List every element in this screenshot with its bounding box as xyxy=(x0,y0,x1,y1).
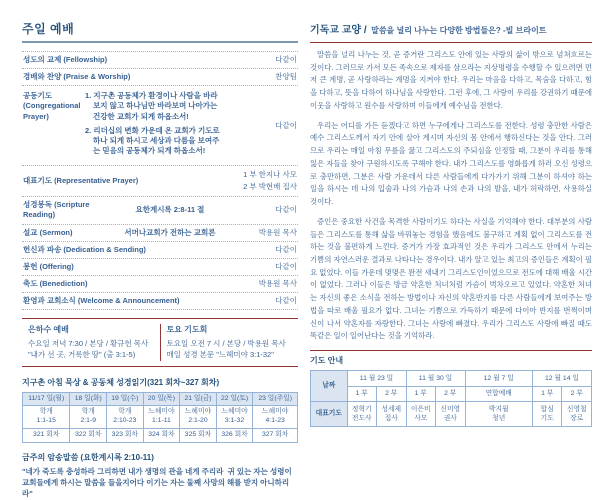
part-cell: 1 부 xyxy=(406,386,436,402)
row-performer: 다같이 xyxy=(275,244,297,254)
part-cell: 2 부 xyxy=(377,386,407,402)
round-cell: 326 회차 xyxy=(216,429,253,443)
day-header: 19 일(수) xyxy=(107,392,144,406)
row-performer: 다같이 xyxy=(275,55,297,64)
essay-body xyxy=(310,49,592,343)
saturday-prayer-info: 토요일 오전 7 시 / 본당 / 박용원 목사 xyxy=(166,339,286,349)
row-label: 설교 (Sermon) xyxy=(23,227,73,237)
round-cell: 321 회차 xyxy=(23,429,70,443)
saturday-prayer-title: 토요 기도회 xyxy=(166,325,208,335)
reading-plan-title: 지구촌 아침 묵상 & 공동체 성경읽기(321 회차~327 회차) xyxy=(22,377,220,387)
row-performer: 다같이 xyxy=(275,296,297,305)
reading-passages-row xyxy=(23,406,298,429)
worship-row-sermon xyxy=(22,225,298,242)
saturday-prayer-passage: 매일 성경 본문 "느헤미야 3:1-32" xyxy=(166,350,274,360)
row-label: 환영과 교회소식 (Welcome & Announcement) xyxy=(23,296,180,305)
round-cell: 327 회차 xyxy=(253,429,298,443)
prayer-items xyxy=(85,91,225,160)
galaxy-service-title: 은하수 예배 xyxy=(28,325,69,335)
worship-row-congregational-prayer xyxy=(22,86,298,166)
sermon-title: 서머나교회가 전하는 교회론 xyxy=(124,227,216,237)
date-label-cell: 날짜 xyxy=(311,371,348,402)
worship-order-table xyxy=(22,51,298,310)
person-cell: 박지월 청년 xyxy=(465,402,532,427)
prayer-item-2: 2. 리더십의 변화 가운데 온 교회가 기도로 하나 되게 하시고 세상과 다름을 보여주는 믿음의 공동체가 되게 하옵소서! xyxy=(85,125,220,155)
row-label: 봉헌 (Offering) xyxy=(23,261,74,271)
row-performer: 다같이 xyxy=(275,261,297,271)
performer-part1: 1 부 한지나 사모 xyxy=(243,170,297,179)
day-header: 23 일(주일) xyxy=(253,392,298,406)
part-cell: 2 부 xyxy=(436,386,466,402)
row-label: 성경봉독 (Scripture Reading) xyxy=(23,200,90,220)
prayer-guide-dates-row xyxy=(311,371,592,387)
row-performer: 찬양팀 xyxy=(275,72,297,82)
person-cell: 성세제 집사 xyxy=(377,402,407,427)
reading-plan-table xyxy=(22,392,298,443)
worship-row-representative-prayer xyxy=(22,166,298,197)
prayer-guide-people-row xyxy=(311,402,592,427)
row-label-cell: 대표기도 xyxy=(311,402,348,427)
day-header: 20 일(목) xyxy=(143,392,180,406)
day-header: 21 일(금) xyxy=(180,392,217,406)
galaxy-service-info: 수요일 저녁 7:30 / 본당 / 황규헌 목사 xyxy=(28,339,149,349)
round-cell: 324 회차 xyxy=(143,429,180,443)
worship-row-dedication xyxy=(22,242,298,259)
person-cell: 신미영 권사 xyxy=(436,402,466,427)
passage-cell: 느헤미야 2:1-20 xyxy=(180,406,217,429)
worship-row-praise xyxy=(22,69,298,86)
saturday-prayer-meeting xyxy=(160,324,299,361)
prayer-guide-title: 기도 안내 xyxy=(310,356,344,366)
part-cell: 2 부 xyxy=(562,386,592,402)
essay-subtitle: 말씀을 널리 나누는 다양한 방법들은? -빌 브라이트 xyxy=(371,26,547,35)
essay-header xyxy=(310,20,592,43)
essay-column xyxy=(310,20,592,427)
essay-paragraph: 우리는 어디를 가든 듣겠다고 하면 누구에게나 그리스도를 전한다. 성령 충만한 사람은 예수 그리스도께서 자기 안에 살아 계시며 자신의 몸 안에서 행하신다는 것을 안다. 그러므로 우리는 매일 아침 무릎을 꿇고 그리스도의 주되심을 인정할 때, 그분이 우리를 통해 잃은 자들을 찾아 구원하시도록 구해야 한다. 내가 그리스도를 영화롭게 하러 오신 성령으로 충만하면, 그분은 사람 가운데서 다른 사람들에게 다가가기 위해 그분이 하셔야 하는 일을 하시는 데 나의 입술과 나의 가슴과 나의 손과 나의 발을, 내가 허락하면, 사용하실 것이다. xyxy=(310,120,592,207)
row-label: 성도의 교제 (Fellowship) xyxy=(23,55,108,64)
part-cell: 연합예배 xyxy=(465,386,532,402)
round-cell: 325 회차 xyxy=(180,429,217,443)
worship-title: 주일 예배 xyxy=(22,20,298,43)
row-label: 경배와 찬양 (Praise & Worship) xyxy=(23,72,131,82)
person-cell: 합심 기도 xyxy=(532,402,562,427)
day-header: 18 일(화) xyxy=(70,392,107,406)
round-cell: 322 회차 xyxy=(70,429,107,443)
day-header: 11/17 일(월) xyxy=(23,392,70,406)
prayer-guide-parts-row xyxy=(311,386,592,402)
part-cell: 1 부 xyxy=(532,386,562,402)
part-cell: 1 부 xyxy=(347,386,377,402)
date-cell: 11 월 23 일 xyxy=(347,371,406,387)
date-cell: 12 월 14 일 xyxy=(532,371,591,387)
worship-row-benediction xyxy=(22,276,298,293)
reading-days-row xyxy=(23,392,298,406)
row-performer: 박용원 목사 xyxy=(258,278,297,288)
worship-column xyxy=(22,20,298,500)
passage-cell: 학개 1:1-15 xyxy=(23,406,70,429)
passage-cell: 느헤미야 1:1-11 xyxy=(143,406,180,429)
performer-part2: 2 부 박현배 집사 xyxy=(243,182,297,192)
passage-cell: 학개 2:10-23 xyxy=(107,406,144,429)
essay-category: 기독교 교양 / xyxy=(310,25,367,36)
essay-paragraph: 증인은 중요한 사건을 목격한 사람이기도 하다는 사실을 기억해야 한다. 대부분의 사람들은 그리스도를 통해 삶을 바꿔놓는 경험을 했음에도 불구하고 계획 없이 그리스도를 전하는 것을 불편하게 느낀다. 증거가 가장 효과적인 것은 우리가 그리스도 안에서 누리는 기쁨의 자연스러운 결과로 나타나는 경우이다. 내가 알고 있는 최고의 증인들은 계획이 필요 없었다. 이들 가운데 몇몇은 완전 새내기 그리스도인이었으므로 전도에 대해 배울 시간이 없었다. 그러나 이들은 방금 약혼한 처녀처럼 가슴이 벅차오르고 있었다. 약혼한 처녀는 자신의 좋은 소식을 전하는 방법이나 자신의 약혼반지를 다른 사람들에게 보여주는 방법을 따로 배울 필요가 없다. 그녀는 기쁨으로 가득하기 때문에 다이아 반지를 번쩍이며 신이 나서 약혼자를 자랑한다. 그녀는 사랑에 빠졌다. 우리가 그리스도 사랑에 빠질 때도 똑같은 일이 일어난다는 것을 기억하라. xyxy=(310,216,592,341)
passage-cell: 느헤미야 4:1-23 xyxy=(253,406,298,429)
memory-verse-text: "네가 죽도록 충성하라 그리하면 내가 생명의 관을 네게 주리라 귀 있는 자는 성령이 교회들에게 하시는 말씀을 들을지어다 이기는 자는 둘째 사망의 해를 받지 아니하리라" xyxy=(22,466,294,499)
row-performer: 박용원 목사 xyxy=(258,227,297,237)
row-label: 공동기도 (Congregational Prayer) xyxy=(23,91,81,121)
galaxy-service xyxy=(22,324,160,361)
prayer-guide-table xyxy=(310,370,592,427)
date-cell: 11 월 30 일 xyxy=(406,371,465,387)
worship-row-offering xyxy=(22,259,298,276)
person-cell: 이은비 사모 xyxy=(406,402,436,427)
worship-row-scripture-reading xyxy=(22,197,298,224)
row-performer: 다같이 xyxy=(275,120,297,130)
prayer-guide-divider xyxy=(310,350,592,351)
row-performer: 다같이 xyxy=(275,205,297,215)
worship-row-fellowship xyxy=(22,51,298,69)
prayer-item-1: 1. 지구촌 공동체가 환경이나 사람을 바라보지 않고 하나님만 바라보며 나아가는 건강한 교회가 되게 하옵소서! xyxy=(85,91,218,121)
round-cell: 323 회차 xyxy=(107,429,144,443)
row-label: 대표기도 (Representative Prayer) xyxy=(23,176,139,186)
person-cell: 신영철 장로 xyxy=(562,402,592,427)
reading-rounds-row xyxy=(23,429,298,443)
date-cell: 12 월 7 일 xyxy=(465,371,532,387)
person-cell: 정혁기 전도사 xyxy=(347,402,377,427)
row-label: 헌신과 파송 (Dedication & Sending) xyxy=(23,244,146,254)
row-label: 축도 (Benediction) xyxy=(23,278,88,288)
midweek-services-box xyxy=(22,318,298,367)
memory-verse-title: 금주의 암송말씀 (요한계시록 2:10-11) xyxy=(22,452,154,462)
passage-cell: 학개 2:1-9 xyxy=(70,406,107,429)
scripture-reference: 요한계시록 2:8-11 절 xyxy=(135,205,205,215)
worship-row-welcome xyxy=(22,293,298,310)
essay-paragraph: 말씀을 널리 나누는 것, 곧 증거란 그리스도 안에 있는 사랑의 삶이 밖으로 넘쳐흐르는 것이다. 그러므로 가서 모든 족속으로 제자를 삼으라는 지상명령을 수행할 수 있으려면 먼저 큰 계명, 곧 사랑하라는 계명을 지켜야 한다. 우리는 마음을 다하고, 목숨을 다하고, 힘을 다하고, 뜻을 다하여 하나님을 사랑한다. 그런 후에, 그 사랑이 우리를 강권하기 때문에 이웃을 사랑하고 원수를 사랑하며 이들에게 예수님을 전한다. xyxy=(310,50,592,110)
galaxy-service-sermon: "내가 선 곳, 거룩한 땅" (출 3:1-5) xyxy=(28,350,136,360)
passage-cell: 느헤미야 3:1-32 xyxy=(216,406,253,429)
row-performer xyxy=(217,169,297,193)
day-header: 22 일(토) xyxy=(216,392,253,406)
